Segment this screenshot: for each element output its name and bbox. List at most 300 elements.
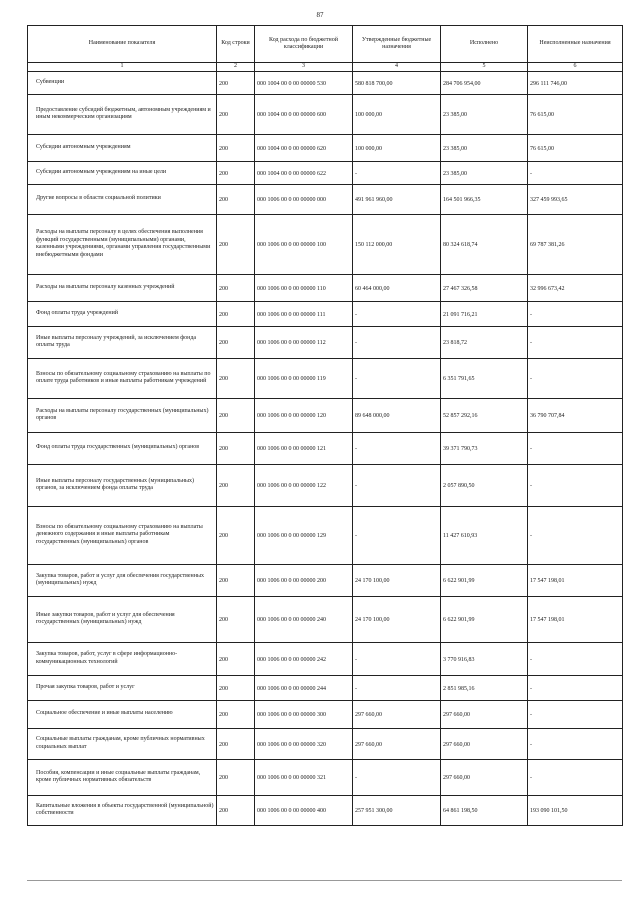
table-row [28,675,623,700]
executed-amount-cell [441,94,528,134]
line-code-cell-text: 200 [219,112,228,119]
line-code-cell-text: 200 [219,712,228,719]
table-row [28,596,623,642]
executed-amount-cell [441,161,528,184]
unexecuted-amount-cell-text: 17 547 198,01 [530,617,565,624]
line-code-cell [217,301,255,326]
classification-code-cell [255,358,353,398]
executed-amount-cell-text: 284 706 954,00 [443,80,481,87]
approved-amount-cell-text: - [355,376,357,383]
column-number: 6 [528,63,623,72]
classification-code-cell-text: 000 1006 00 0 00 00000 119 [257,376,326,383]
indicator-name-cell-text: Капитальные вложения в объекты государственной (муниципальной) собственности [36,802,214,816]
column-number: 4 [353,63,441,72]
table-row [28,506,623,564]
line-code-cell-text: 200 [219,578,228,585]
indicator-name-cell-text: Субвенции [36,78,65,85]
unexecuted-amount-cell-text: 32 996 673,42 [530,285,565,292]
unexecuted-amount-cell [528,728,623,759]
executed-amount-cell [441,464,528,506]
executed-amount-cell [441,506,528,564]
unexecuted-amount-cell-text: - [530,775,532,782]
table-row [28,564,623,596]
indicator-name-cell-text: Другие вопросы в области социальной политики [36,195,161,202]
approved-amount-cell [353,214,441,274]
classification-code-cell-text: 000 1006 00 0 00 00000 200 [257,578,326,585]
unexecuted-amount-cell-text: 76 615,00 [530,145,554,152]
approved-amount-cell [353,700,441,728]
approved-amount-cell [353,432,441,464]
page-bottom-rule [27,880,622,881]
line-code-cell-text: 200 [219,197,228,204]
approved-amount-cell [353,728,441,759]
classification-code-cell-text: 000 1006 00 0 00 00000 120 [257,413,326,420]
classification-code-cell [255,675,353,700]
unexecuted-amount-cell [528,464,623,506]
indicator-name-cell [28,301,217,326]
classification-code-cell-text: 000 1006 00 0 00 00000 400 [257,808,326,815]
executed-amount-cell-text: 297 660,00 [443,741,470,748]
classification-code-cell [255,326,353,358]
indicator-name-cell-text: Расходы на выплаты персоналу государственных (муниципальных) органов [36,407,209,421]
classification-code-cell-text: 000 1006 00 0 00 00000 320 [257,741,326,748]
column-number: 3 [255,63,353,72]
executed-amount-cell [441,358,528,398]
executed-amount-cell [441,728,528,759]
line-code-cell [217,675,255,700]
approved-amount-cell [353,795,441,825]
unexecuted-amount-cell-text: - [530,483,532,490]
classification-code-cell [255,301,353,326]
table-row [28,184,623,214]
approved-amount-cell-text: 150 112 000,00 [355,242,393,249]
line-code-cell-text: 200 [219,376,228,383]
table-body [28,71,623,825]
indicator-name-cell-text: Взносы по обязательному социальному страхованию на выплаты денежного содержания и иные выплаты работникам государственных (муниципальных) органов [36,523,203,545]
classification-code-cell [255,506,353,564]
executed-amount-cell-text: 11 427 610,93 [443,533,478,540]
executed-amount-cell [441,675,528,700]
line-code-cell-text: 200 [219,483,228,490]
unexecuted-amount-cell-text: - [530,656,532,663]
classification-code-cell-text: 000 1006 00 0 00 00000 110 [257,285,326,292]
line-code-cell [217,274,255,301]
line-code-cell [217,596,255,642]
table-row [28,161,623,184]
classification-code-cell-text: 000 1004 00 0 00 00000 620 [257,145,326,152]
classification-code-cell-text: 000 1004 00 0 00 00000 600 [257,112,326,119]
unexecuted-amount-cell-text: 296 111 746,00 [530,80,568,87]
executed-amount-cell-text: 52 857 292,16 [443,413,478,420]
header-indicator-name: Наименование показателя [28,26,217,63]
classification-code-cell [255,464,353,506]
executed-amount-cell-text: 297 660,00 [443,775,470,782]
approved-amount-cell [353,506,441,564]
approved-amount-cell [353,134,441,161]
approved-amount-cell-text: 100 000,00 [355,145,382,152]
line-code-cell-text: 200 [219,775,228,782]
classification-code-cell-text: 000 1004 00 0 00 00000 622 [257,170,326,177]
executed-amount-cell-text: 6 622 901,99 [443,617,475,624]
executed-amount-cell-text: 6 622 901,99 [443,578,475,585]
unexecuted-amount-cell-text: - [530,340,532,347]
classification-code-cell [255,184,353,214]
unexecuted-amount-cell [528,675,623,700]
classification-code-cell-text: 000 1006 00 0 00 00000 111 [257,311,326,318]
table-row [28,94,623,134]
line-code-cell [217,759,255,795]
line-code-cell-text: 200 [219,80,228,87]
unexecuted-amount-cell [528,301,623,326]
classification-code-cell-text: 000 1006 00 0 00 00000 321 [257,775,326,782]
indicator-name-cell [28,161,217,184]
table-row [28,432,623,464]
approved-amount-cell [353,326,441,358]
column-number: 2 [217,63,255,72]
indicator-name-cell-text: Фонд оплаты труда государственных (муниципальных) органов [36,444,200,451]
executed-amount-cell-text: 23 818,72 [443,340,467,347]
unexecuted-amount-cell-text: - [530,685,532,692]
approved-amount-cell-text: - [355,533,357,540]
executed-amount-cell [441,398,528,432]
line-code-cell [217,432,255,464]
unexecuted-amount-cell [528,564,623,596]
indicator-name-cell-text: Закупка товаров, работ, услуг в сфере информационно-коммуникационных технологий [36,651,178,665]
unexecuted-amount-cell-text: 76 615,00 [530,112,554,119]
approved-amount-cell [353,71,441,94]
executed-amount-cell-text: 23 385,00 [443,145,467,152]
table-row [28,728,623,759]
line-code-cell [217,700,255,728]
executed-amount-cell [441,795,528,825]
indicator-name-cell [28,759,217,795]
executed-amount-cell-text: 2 057 890,50 [443,483,475,490]
header-budget-classification: Код расхода по бюджетной классификации [255,26,353,63]
approved-amount-cell-text: - [355,483,357,490]
classification-code-cell [255,795,353,825]
unexecuted-amount-cell-text: - [530,741,532,748]
executed-amount-cell [441,274,528,301]
executed-amount-cell-text: 23 385,00 [443,112,467,119]
approved-amount-cell-text: - [355,775,357,782]
classification-code-cell-text: 000 1006 00 0 00 00000 100 [257,242,326,249]
approved-amount-cell [353,94,441,134]
unexecuted-amount-cell-text: - [530,446,532,453]
header-line-code: Код строки [217,26,255,63]
page-number: 87 [316,11,324,19]
unexecuted-amount-cell [528,71,623,94]
indicator-name-cell-text: Расходы на выплаты персоналу в целях обеспечения выполнения функций государственными (муниципальными) органами, казенными учреждениями, органами управления государственными внебюджетными фондами [36,229,211,258]
classification-code-cell [255,432,353,464]
table-row [28,214,623,274]
unexecuted-amount-cell [528,642,623,675]
table-row [28,274,623,301]
line-code-cell-text: 200 [219,170,228,177]
executed-amount-cell [441,214,528,274]
approved-amount-cell-text: 24 170 100,00 [355,578,390,585]
indicator-name-cell-text: Субсидии автономным учреждениям на иные цели [36,168,167,175]
approved-amount-cell [353,301,441,326]
unexecuted-amount-cell [528,358,623,398]
executed-amount-cell [441,134,528,161]
line-code-cell-text: 200 [219,656,228,663]
indicator-name-cell [28,184,217,214]
approved-amount-cell-text: 297 660,00 [355,712,382,719]
classification-code-cell-text: 000 1006 00 0 00 00000 122 [257,483,326,490]
executed-amount-cell-text: 164 501 966,35 [443,197,481,204]
executed-amount-cell [441,700,528,728]
line-code-cell-text: 200 [219,446,228,453]
executed-amount-cell-text: 27 467 326,58 [443,285,478,292]
indicator-name-cell-text: Расходы на выплаты персоналу казенных учреждений [36,283,175,290]
indicator-name-cell [28,464,217,506]
unexecuted-amount-cell-text: - [530,311,532,318]
executed-amount-cell [441,564,528,596]
line-code-cell-text: 200 [219,413,228,420]
budget-execution-table [27,25,623,826]
classification-code-cell [255,134,353,161]
unexecuted-amount-cell [528,214,623,274]
table-row [28,358,623,398]
table-row [28,326,623,358]
executed-amount-cell-text: 297 660,00 [443,712,470,719]
unexecuted-amount-cell-text: 193 090 101,50 [530,808,568,815]
indicator-name-cell-text: Субсидии автономным учреждениям [36,143,131,150]
classification-code-cell [255,642,353,675]
executed-amount-cell [441,301,528,326]
header-executed: Исполнено [441,26,528,63]
approved-amount-cell-text: 60 464 000,00 [355,285,390,292]
approved-amount-cell-text: 257 951 300,00 [355,808,393,815]
table-row [28,464,623,506]
line-code-cell [217,94,255,134]
classification-code-cell-text: 000 1006 00 0 00 00000 129 [257,533,326,540]
unexecuted-amount-cell [528,795,623,825]
indicator-name-cell-text: Социальное обеспечение и иные выплаты населению [36,710,173,717]
approved-amount-cell-text: - [355,656,357,663]
executed-amount-cell [441,326,528,358]
indicator-name-cell [28,432,217,464]
classification-code-cell-text: 000 1006 00 0 00 00000 240 [257,617,326,624]
classification-code-cell [255,71,353,94]
executed-amount-cell [441,71,528,94]
line-code-cell [217,134,255,161]
line-code-cell [217,71,255,94]
approved-amount-cell [353,274,441,301]
approved-amount-cell [353,358,441,398]
table-row [28,642,623,675]
column-number: 5 [441,63,528,72]
unexecuted-amount-cell [528,398,623,432]
column-number: 1 [28,63,217,72]
indicator-name-cell-text: Закупка товаров, работ и услуг для обеспечения государственных (муниципальных) нужд [36,572,205,586]
approved-amount-cell-text: 100 000,00 [355,112,382,119]
approved-amount-cell-text: 24 170 100,00 [355,617,390,624]
indicator-name-cell-text: Иные выплаты персоналу государственных (муниципальных) органов, за исключением фонда оплаты труда [36,477,195,491]
indicator-name-cell-text: Иные закупки товаров, работ и услуг для обеспечения государственных (муниципальных) нужд [36,611,175,625]
classification-code-cell-text: 000 1006 00 0 00 00000 121 [257,446,326,453]
indicator-name-cell [28,326,217,358]
classification-code-cell [255,161,353,184]
column-number-row [28,63,623,72]
line-code-cell [217,728,255,759]
classification-code-cell-text: 000 1006 00 0 00 00000 242 [257,656,326,663]
approved-amount-cell [353,564,441,596]
line-code-cell-text: 200 [219,285,228,292]
approved-amount-cell-text: - [355,685,357,692]
line-code-cell [217,161,255,184]
approved-amount-cell-text: - [355,446,357,453]
unexecuted-amount-cell-text: 69 787 381,26 [530,242,565,249]
classification-code-cell [255,274,353,301]
table-row [28,301,623,326]
line-code-cell-text: 200 [219,242,228,249]
table-row [28,71,623,94]
indicator-name-cell [28,94,217,134]
line-code-cell [217,564,255,596]
table-row [28,700,623,728]
unexecuted-amount-cell [528,506,623,564]
unexecuted-amount-cell [528,759,623,795]
classification-code-cell [255,728,353,759]
approved-amount-cell-text: - [355,340,357,347]
line-code-cell [217,506,255,564]
unexecuted-amount-cell-text: 327 459 993,65 [530,197,568,204]
line-code-cell [217,795,255,825]
line-code-cell-text: 200 [219,340,228,347]
approved-amount-cell [353,642,441,675]
indicator-name-cell-text: Социальные выплаты гражданам, кроме публичных нормативных социальных выплат [36,736,205,750]
unexecuted-amount-cell-text: - [530,533,532,540]
table-row [28,398,623,432]
indicator-name-cell-text: Предоставление субсидий бюджетным, автономным учреждениям и иным некоммерческим организациям [36,106,211,120]
indicator-name-cell [28,274,217,301]
executed-amount-cell [441,184,528,214]
executed-amount-cell-text: 6 351 791,65 [443,376,475,383]
unexecuted-amount-cell [528,134,623,161]
line-code-cell [217,464,255,506]
line-code-cell [217,358,255,398]
classification-code-cell-text: 000 1004 00 0 00 00000 530 [257,80,326,87]
indicator-name-cell-text: Взносы по обязательному социальному страхованию на выплаты по оплате труда работников и иные выплаты работникам учреждений [36,370,211,384]
line-code-cell-text: 200 [219,617,228,624]
header-approved: Утвержденные бюджетные назначения [353,26,441,63]
classification-code-cell [255,398,353,432]
line-code-cell-text: 200 [219,145,228,152]
indicator-name-cell-text: Иные выплаты персоналу учреждений, за исключением фонда оплаты труда [36,334,197,348]
indicator-name-cell [28,700,217,728]
indicator-name-cell [28,642,217,675]
executed-amount-cell [441,432,528,464]
approved-amount-cell-text: 89 648 000,00 [355,413,390,420]
executed-amount-cell-text: 3 770 916,83 [443,656,475,663]
unexecuted-amount-cell [528,274,623,301]
executed-amount-cell-text: 39 371 790,73 [443,446,478,453]
line-code-cell [217,214,255,274]
line-code-cell-text: 200 [219,311,228,318]
executed-amount-cell-text: 21 091 716,21 [443,311,478,318]
classification-code-cell [255,214,353,274]
indicator-name-cell [28,675,217,700]
indicator-name-cell [28,398,217,432]
indicator-name-cell [28,214,217,274]
header-row [28,26,623,63]
header-unexecuted: Неисполненные назначения [528,26,623,63]
indicator-name-cell [28,728,217,759]
classification-code-cell [255,596,353,642]
classification-code-cell-text: 000 1006 00 0 00 00000 112 [257,340,326,347]
unexecuted-amount-cell [528,700,623,728]
table-row [28,134,623,161]
indicator-name-cell-text: Фонд оплаты труда учреждений [36,309,118,316]
indicator-name-cell [28,358,217,398]
classification-code-cell-text: 000 1006 00 0 00 00000 300 [257,712,326,719]
indicator-name-cell [28,506,217,564]
approved-amount-cell [353,398,441,432]
line-code-cell [217,326,255,358]
approved-amount-cell-text: 580 818 700,00 [355,80,393,87]
approved-amount-cell-text: - [355,311,357,318]
unexecuted-amount-cell [528,596,623,642]
indicator-name-cell-text: Прочая закупка товаров, работ и услуг [36,683,135,690]
executed-amount-cell-text: 64 861 198,50 [443,808,478,815]
unexecuted-amount-cell-text: 36 790 707,84 [530,413,565,420]
indicator-name-cell [28,564,217,596]
classification-code-cell [255,759,353,795]
unexecuted-amount-cell-text: - [530,170,532,177]
executed-amount-cell [441,596,528,642]
unexecuted-amount-cell-text: - [530,376,532,383]
approved-amount-cell [353,759,441,795]
line-code-cell [217,642,255,675]
unexecuted-amount-cell [528,94,623,134]
unexecuted-amount-cell-text: 17 547 198,01 [530,578,565,585]
approved-amount-cell-text: 491 961 960,00 [355,197,393,204]
unexecuted-amount-cell [528,432,623,464]
approved-amount-cell [353,161,441,184]
executed-amount-cell-text: 80 324 618,74 [443,242,478,249]
line-code-cell [217,398,255,432]
unexecuted-amount-cell [528,326,623,358]
table-row [28,795,623,825]
approved-amount-cell [353,596,441,642]
approved-amount-cell [353,184,441,214]
approved-amount-cell [353,675,441,700]
indicator-name-cell [28,71,217,94]
approved-amount-cell-text: 297 660,00 [355,741,382,748]
classification-code-cell [255,700,353,728]
executed-amount-cell [441,642,528,675]
classification-code-cell [255,94,353,134]
indicator-name-cell [28,596,217,642]
approved-amount-cell-text: - [355,170,357,177]
table-row [28,759,623,795]
line-code-cell-text: 200 [219,685,228,692]
classification-code-cell-text: 000 1006 00 0 00 00000 000 [257,197,326,204]
line-code-cell-text: 200 [219,741,228,748]
classification-code-cell-text: 000 1006 00 0 00 00000 244 [257,685,326,692]
line-code-cell-text: 200 [219,808,228,815]
unexecuted-amount-cell [528,161,623,184]
classification-code-cell [255,564,353,596]
line-code-cell-text: 200 [219,533,228,540]
indicator-name-cell [28,795,217,825]
executed-amount-cell-text: 2 851 985,16 [443,685,475,692]
unexecuted-amount-cell-text: - [530,712,532,719]
indicator-name-cell-text: Пособия, компенсации и иные социальные выплаты гражданам, кроме публичных нормативных обязательств [36,769,201,783]
indicator-name-cell [28,134,217,161]
executed-amount-cell-text: 23 385,00 [443,170,467,177]
